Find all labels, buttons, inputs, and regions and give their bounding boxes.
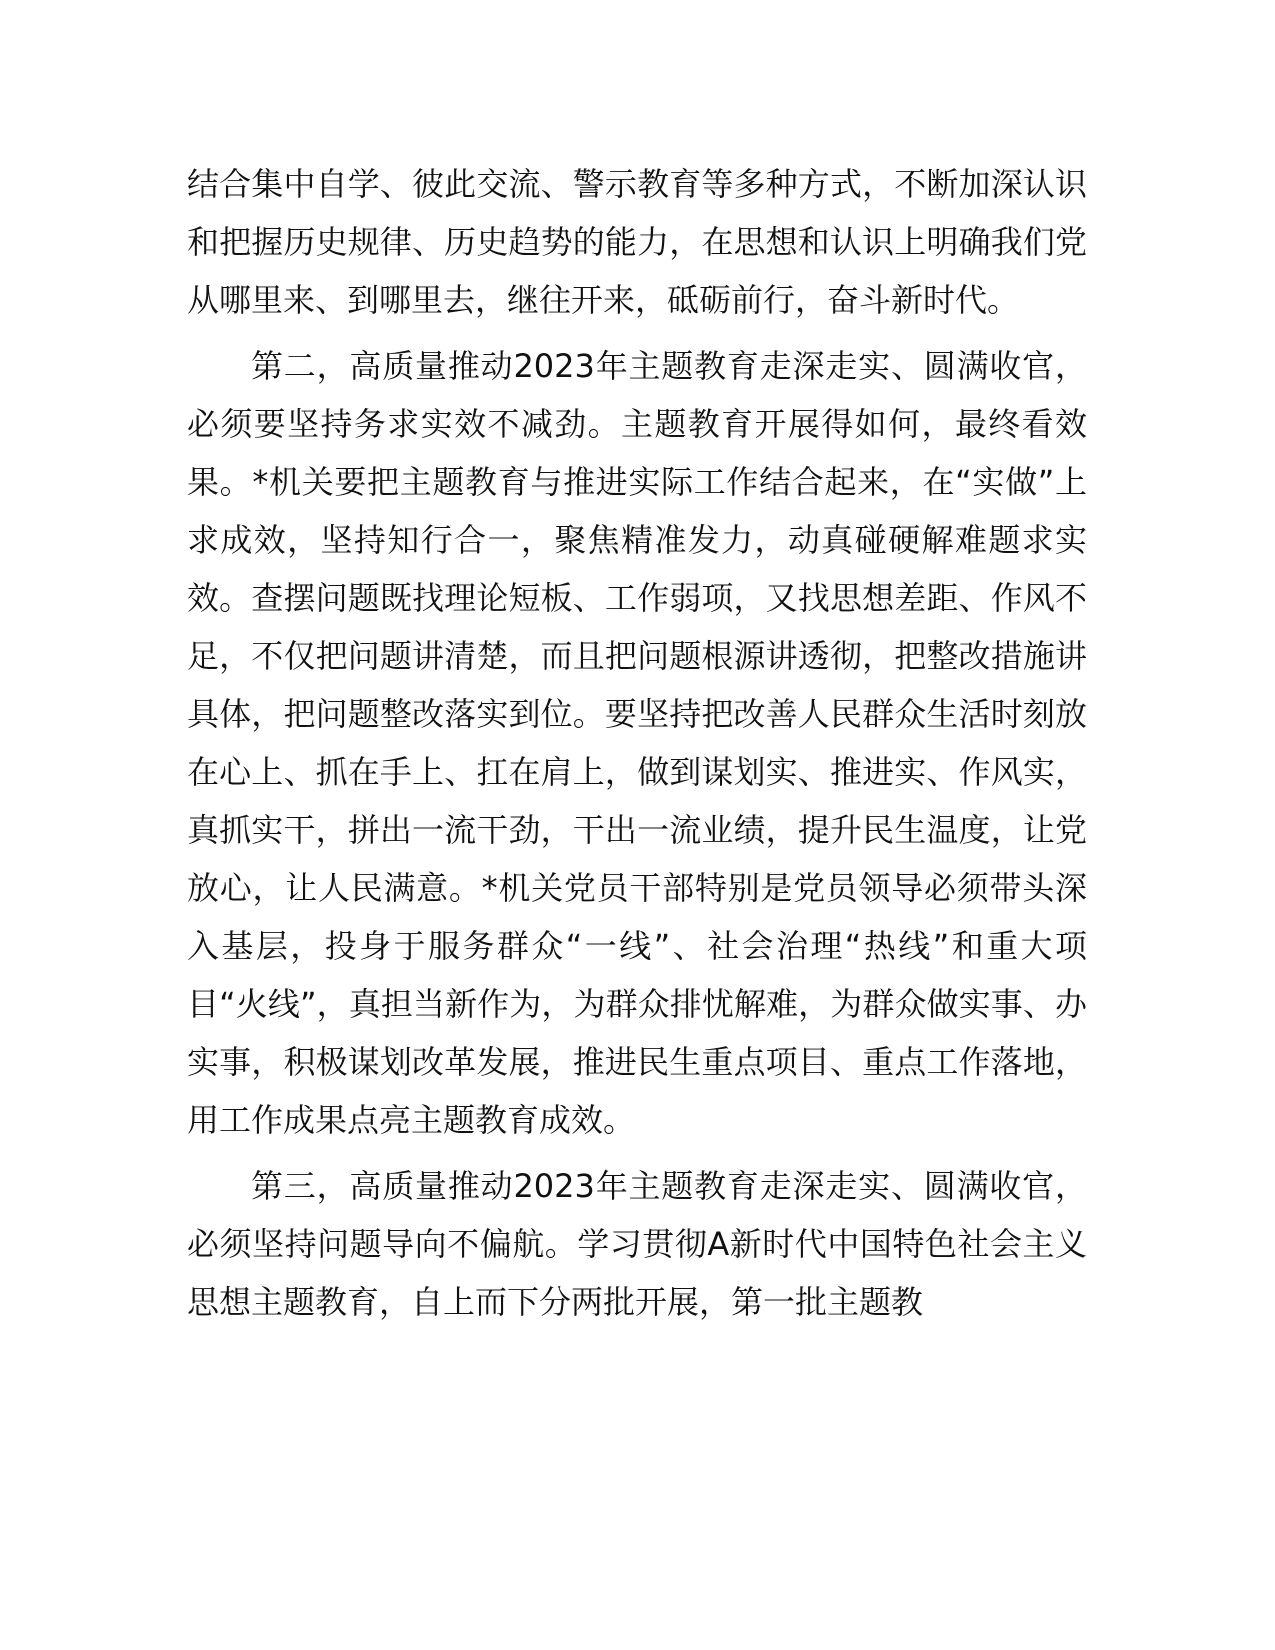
paragraph-continuation: 结合集中自学、彼此交流、警示教育等多种方式，不断加深认识和把握历史规律、历史趋势的能力，在思想和认识上明确我们党从哪里来、到哪里去，继往开来，砥砺前行，奋斗新时代。 xyxy=(187,165,1087,319)
paragraph-second-point: 第二，高质量推动2023年主题教育走深走实、圆满收官，必须要坚持务求实效不减劲。主题教育开展得如何，最终看效果。*机关要把主题教育与推进实际工作结合起来，在“实做”上求成效，坚持知行合一，聚焦精准发力，动真碰硬解难题求实效。查摆问题既找理论短板、工作弱项，又找思想差距、作风不足，不仅把问题讲清楚，而且把问题根源讲透彻，把整改措施讲具体，把问题整改落实到位。要坚持把改善人民群众生活时刻放在心上、抓在手上、扛在肩上，做到谋划实、推进实、作风实，真抓实干，拼出一流干劲，干出一流业绩，提升民生温度，让党放心，让人民满意。*机关党员干部特别是党员领导必须带头深入基层，投身于服务群众“一线”、社会治理“热线”和重大项目“火线”，真担当新作为，为群众排忧解难，为群众做实事、办实事，积极谋划改革发展，推进民生重点项目、重点工作落地，用工作成果点亮主题教育成效。 xyxy=(187,347,1087,1139)
paragraph-third-point: 第三，高质量推动2023年主题教育走深走实、圆满收官，必须坚持问题导向不偏航。学习贯彻A新时代中国特色社会主义思想主题教育，自上而下分两批开展，第一批主题教 xyxy=(187,1167,1087,1321)
document-body xyxy=(187,155,1087,1331)
